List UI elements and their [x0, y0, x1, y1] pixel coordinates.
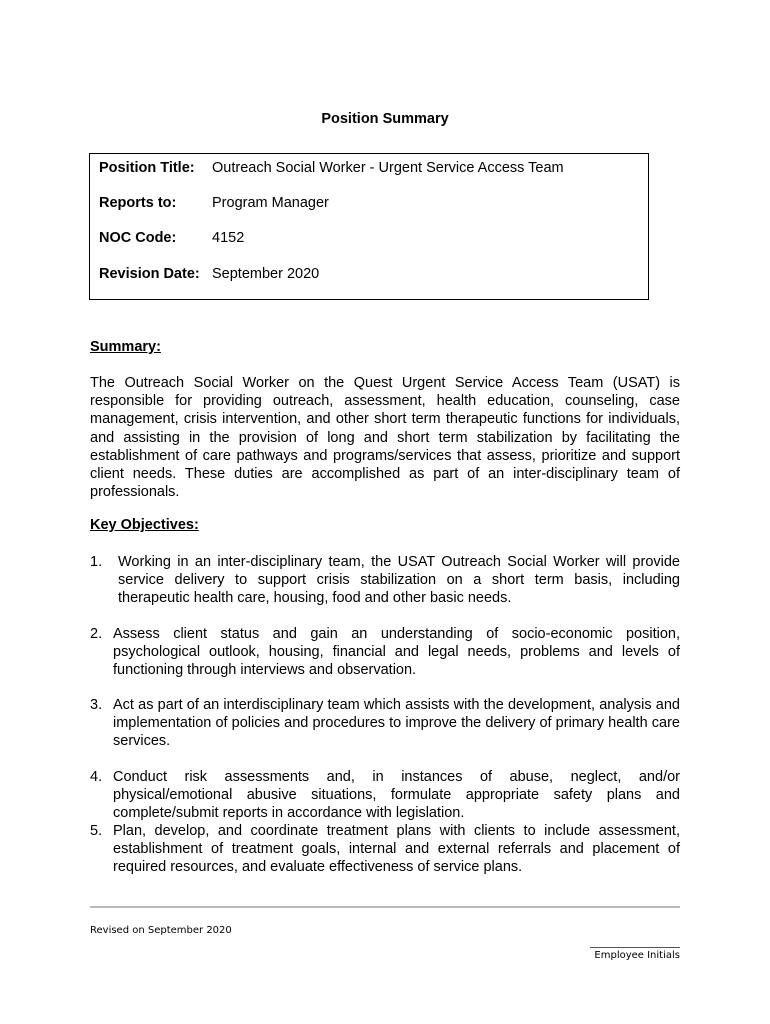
position-title-label: Position Title:	[99, 160, 195, 176]
summary-paragraph: The Outreach Social Worker on the Quest Urgent Service Access Team (USAT) is responsible for providing outreach, assessment, health education, counseling, case management, crisis intervention, and other short term therapeutic functions for individuals, and assisting in the provision of long and short term stabilization by facilitating the establishment of care pathways and programs/services that assess, prioritize and support client needs. These duties are accomplished as part of an inter-disciplinary team of professionals.	[90, 375, 680, 501]
reports-to-row	[99, 195, 329, 211]
footer-divider	[90, 906, 680, 908]
objective-text: Plan, develop, and coordinate treatment plans with clients to include assessment, establishment of treatment goals, internal and external referrals and placement of required resources, and evaluate effectiveness of service plans.	[113, 823, 680, 876]
objective-text: Assess client status and gain an understanding of socio-economic position, psychological outlook, housing, financial and legal needs, problems and levels of functioning through interviews and observation.	[113, 626, 680, 679]
objective-item	[90, 553, 680, 608]
objective-number: 3.	[90, 697, 103, 713]
objective-item	[90, 822, 680, 877]
key-objectives-heading: Key Objectives:	[90, 517, 199, 533]
objective-number: 2.	[90, 626, 103, 642]
revision-date-value: September 2020	[212, 266, 320, 282]
reports-to-value: Program Manager	[212, 195, 329, 211]
objective-item	[90, 625, 680, 680]
objective-item	[90, 768, 680, 823]
objective-number: 5.	[90, 823, 103, 839]
noc-code-row	[99, 230, 244, 246]
position-title-row	[99, 160, 564, 176]
noc-code-value: 4152	[212, 230, 245, 246]
reports-to-label: Reports to:	[99, 195, 177, 211]
objective-number: 4.	[90, 769, 103, 785]
objective-text: Conduct risk assessments and, in instances of abuse, neglect, and/or physical/emotional abusive situations, formulate appropriate safety plans and complete/submit reports in accordance with legislation.	[113, 769, 680, 822]
objective-text: Act as part of an interdisciplinary team which assists with the development, analysis and implementation of policies and procedures to improve the delivery of primary health care services.	[113, 697, 680, 750]
revision-date-label: Revision Date:	[99, 266, 200, 282]
summary-heading: Summary:	[90, 339, 161, 355]
page-title: Position Summary	[321, 111, 449, 127]
revision-date-row	[99, 266, 319, 282]
objective-text: Working in an inter-disciplinary team, the USAT Outreach Social Worker will provide service delivery to support crisis stabilization on a short term basis, including therapeutic health care, housing, food and other basic needs.	[118, 554, 680, 607]
position-title-value: Outreach Social Worker - Urgent Service Access Team	[212, 160, 564, 176]
employee-initials-label: Employee Initials	[594, 950, 680, 961]
footer-revised-note: Revised on September 2020	[90, 925, 232, 936]
objective-number: 1.	[90, 554, 103, 570]
noc-code-label: NOC Code:	[99, 230, 177, 246]
objective-item	[90, 696, 680, 751]
position-info-box	[89, 153, 649, 300]
employee-initials-line	[590, 947, 680, 948]
